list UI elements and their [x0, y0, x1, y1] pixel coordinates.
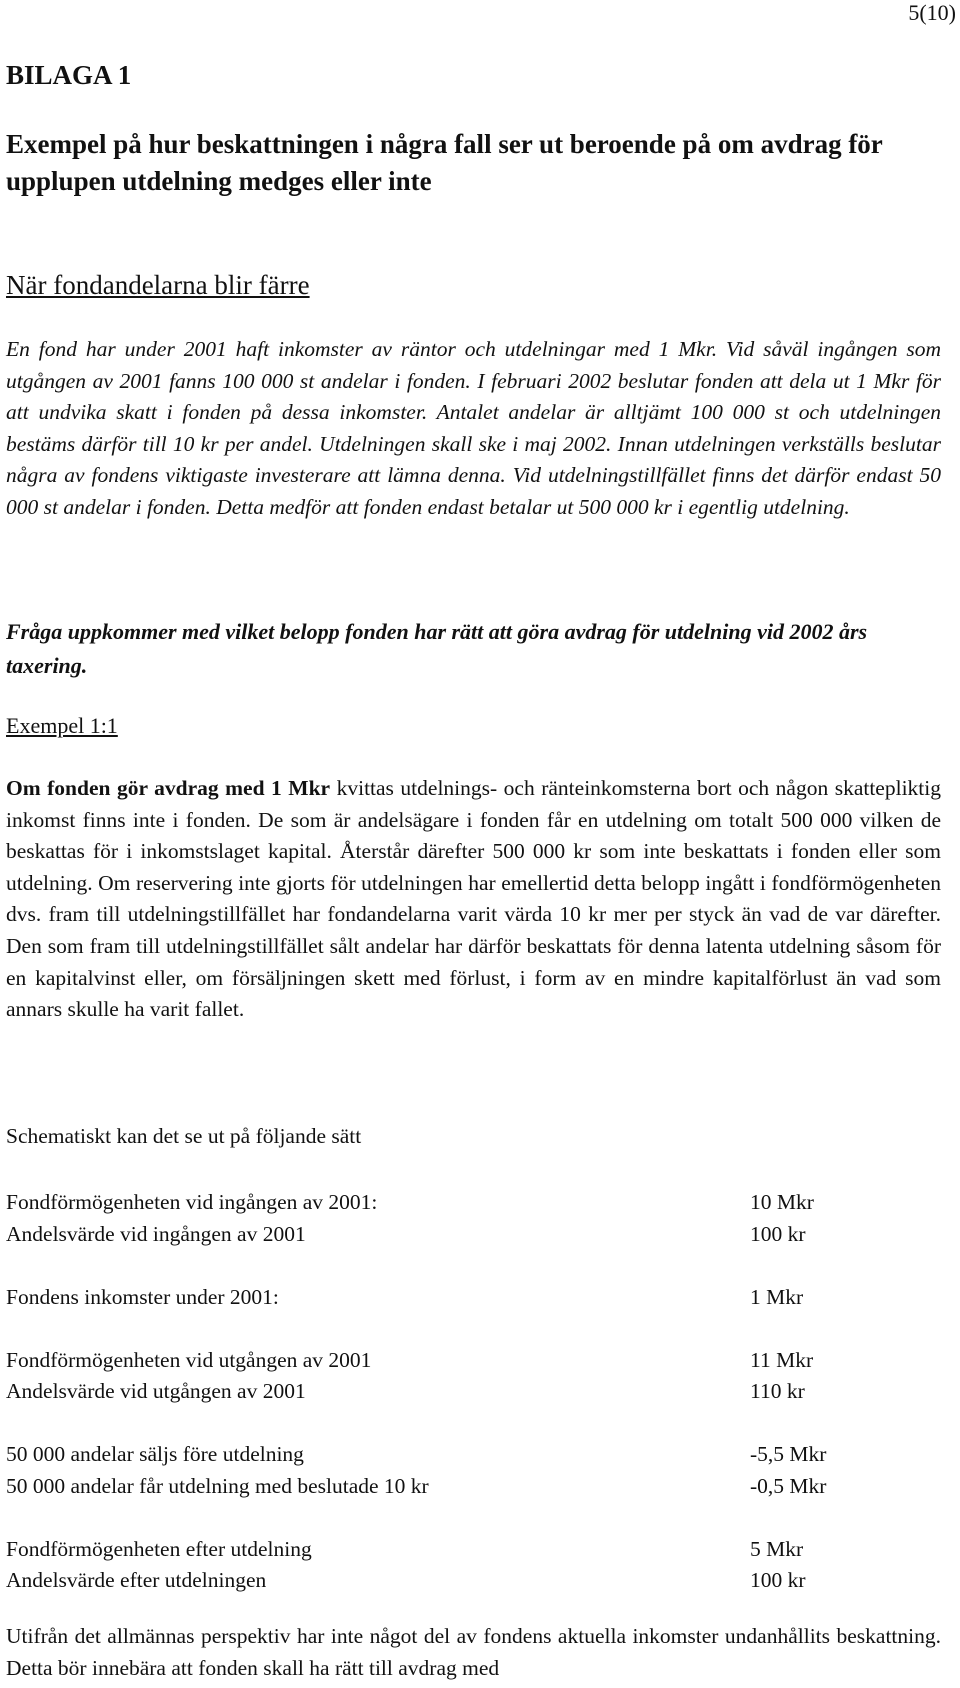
closing-paragraph: Utifrån det allmännas perspektiv har inte något del av fondens aktuella inkomster undanhållits beskattning. Detta bör innebära att fonden skall ha rätt till avdrag med [6, 1624, 941, 1680]
schema-value: 100 kr [750, 1568, 806, 1592]
schema-value: 10 Mkr [750, 1190, 814, 1214]
schema-label: Andelsvärde vid utgången av 2001 [6, 1379, 306, 1403]
schema-row [6, 1376, 946, 1408]
schema-row [6, 1534, 946, 1566]
schema-spacer [6, 1408, 946, 1440]
schema-row [6, 1187, 946, 1219]
schema-label: Fondförmögenheten vid ingången av 2001: [6, 1190, 378, 1214]
schema-value: 5 Mkr [750, 1536, 804, 1561]
schema-label: Andelsvärde vid ingången av 2001 [6, 1221, 306, 1246]
document-heading: Exempel på hur beskattningen i några fall ser ut beroende på om avdrag för upplupen utdelning medges eller inte [6, 129, 883, 196]
schema-spacer [6, 1502, 946, 1534]
schema-label: Andelsvärde efter utdelningen [6, 1568, 267, 1592]
schema-row [6, 1282, 946, 1314]
example-lead: Om fonden gör avdrag med 1 Mkr [6, 776, 331, 800]
schema-row [6, 1471, 946, 1503]
schema-intro: Schematiskt kan det se ut på följande sätt [6, 1124, 362, 1148]
schema-label: 50 000 andelar säljs före utdelning [6, 1442, 304, 1466]
section-subheading: När fondandelarna blir färre [6, 270, 310, 300]
schema-spacer [6, 1313, 946, 1345]
schema-row [6, 1219, 946, 1251]
schema-value: 110 kr [750, 1379, 805, 1403]
example-title: Exempel 1:1 [6, 713, 118, 738]
appendix-label: BILAGA 1 [6, 60, 132, 90]
schema-value: 1 Mkr [750, 1284, 804, 1309]
schema-label: Fondförmögenheten vid utgången av 2001 [6, 1347, 372, 1372]
schema-spacer [6, 1250, 946, 1282]
scenario-paragraph: En fond har under 2001 haft inkomster av räntor och utdelningar med 1 Mkr. Vid såväl ingången som utgången av 2001 fanns 100 000 st andelar i fonden. I februari 2002 beslutar fonden att dela ut 1 Mkr för att undvika skatt i fonden på dessa inkomster. Antalet andelar är alltjämt 100 000 st och utdelningen bestäms därför till 10 kr per andel. Utdelningen skall ske i maj 2002. Innan utdelningen verkställs beslutar några av fondens viktigaste investerare att lämna denna. Vid utdelningstillfället finns det därför endast 50 000 st andelar i fonden. Detta medför att fonden endast betalar ut 500 000 kr i egentlig utdelning. [6, 337, 941, 519]
question-paragraph: Fråga uppkommer med vilket belopp fonden har rätt att göra avdrag för utdelning vid 2002 års taxering. [6, 619, 868, 678]
schema-row [6, 1345, 946, 1377]
schema-row [6, 1565, 946, 1597]
example-body: kvittas utdelnings- och ränteinkomsterna bort och någon skattepliktig inkomst finns inte i fonden. De som är andelsägare i fonden får en utdelning om totalt 500 000 vilken de beskattas för i inkomstslaget kapital. Återstår därefter 500 000 kr som inte beskattats i fonden eller som utdelning. Om reservering inte gjorts för utdelningen har emellertid detta belopp ingått i fondförmögenheten dvs. fram till utdelningstillfället har fondandelarna varit värda 10 kr mer per styck än vad de var därefter. Den som fram till utdelningstillfället sålt andelar har därför beskattats för denna latenta utdelning såsom för en kapitalvinst eller, om försäljningen skett med förlust, i form av en mindre kapitalförlust än vad som annars skulle ha varit fallet. [6, 776, 941, 1022]
schema-value: -5,5 Mkr [750, 1442, 827, 1466]
schema-table [6, 1187, 946, 1597]
example-paragraph [6, 773, 941, 1026]
schema-value: 100 kr [750, 1221, 806, 1246]
schema-value: 11 Mkr [750, 1347, 814, 1372]
schema-label: 50 000 andelar får utdelning med beslutade 10 kr [6, 1473, 429, 1498]
schema-value: -0,5 Mkr [750, 1473, 827, 1498]
schema-label: Fondförmögenheten efter utdelning [6, 1536, 312, 1561]
schema-label: Fondens inkomster under 2001: [6, 1284, 279, 1309]
schema-row [6, 1439, 946, 1471]
page-number: 5(10) [908, 0, 956, 25]
